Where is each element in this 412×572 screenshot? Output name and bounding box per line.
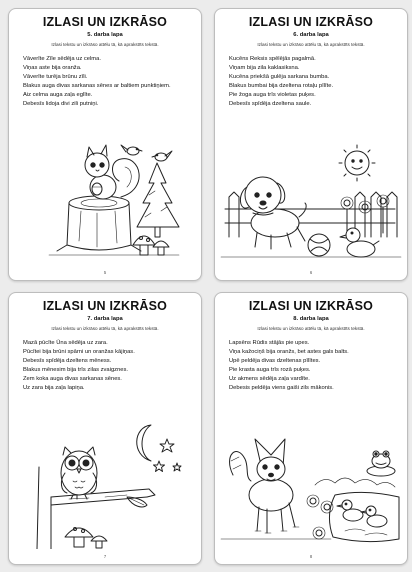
squirrel-icon — [85, 145, 139, 199]
puppy-illustration — [215, 137, 407, 265]
story-lines — [23, 339, 201, 392]
story-line: Viņam bija zila kaklasiksna. — [229, 64, 300, 71]
story-line: Debesīs spīdēja dzeltens mēness. — [23, 357, 112, 364]
worksheet-title: IZLASI UN IZKRĀSO — [248, 299, 374, 313]
page-number: 5 — [103, 270, 107, 275]
squirrel-illustration — [9, 137, 201, 265]
ball-icon — [308, 234, 330, 256]
worksheet-title: IZLASI UN IZKRĀSO — [42, 15, 168, 29]
flower-icon — [321, 501, 333, 513]
worksheet-number: 8. darba lapa — [293, 316, 329, 322]
story-line: Upē peldēja divas dzeltenas pīlītes. — [229, 357, 321, 364]
story-line: Pie krasta auga trīs rozā puķes. — [229, 366, 311, 373]
mushroom-icon — [65, 528, 93, 548]
tree-stump-icon — [57, 196, 141, 251]
worksheet-instruction: Izlasi tekstu un izkrāso attēlu tā, kā aprakstīts tekstā. — [257, 42, 365, 47]
worksheet-number: 5. darba lapa — [87, 32, 123, 38]
story-line: Pie žoga auga trīs violetas puķes. — [229, 91, 316, 98]
star-icon — [173, 463, 181, 471]
river-icon — [329, 492, 399, 541]
story-line: Blakus auga divas sarkanas sēnes ar baltiem punktiņiem. — [23, 82, 171, 89]
page-number: 7 — [103, 554, 107, 559]
owl-illustration — [9, 417, 201, 549]
bird-icon — [121, 145, 142, 155]
worksheet-card-6 — [214, 8, 408, 281]
puppy-icon — [240, 177, 306, 249]
story-line: Aiz celma auga zaļa eglīte. — [23, 91, 93, 98]
duck-icon — [361, 506, 387, 527]
worksheet-card-7 — [8, 292, 202, 565]
duck-icon — [337, 500, 363, 521]
story-line: Blakus mēnesim bija trīs zilas zvaigznes. — [23, 366, 129, 373]
duck-icon — [340, 228, 379, 257]
story-line: Vāverīte turēja brūnu zīli. — [23, 73, 88, 80]
mushroom-icon — [153, 241, 169, 255]
star-icon — [160, 439, 174, 452]
worksheet-number: 6. darba lapa — [293, 32, 329, 38]
frog-icon — [367, 451, 395, 476]
mushroom-icon — [133, 236, 155, 255]
worksheet-number: 7. darba lapa — [87, 316, 123, 322]
story-line: Debesīs spīdēja dzeltena saule. — [229, 100, 312, 107]
worksheet-title: IZLASI UN IZKRĀSO — [248, 15, 374, 29]
moon-icon — [137, 425, 151, 461]
story-lines — [229, 339, 407, 392]
flower-icon — [313, 527, 325, 539]
worksheet-card-8 — [214, 292, 408, 565]
flower-icon — [307, 495, 319, 507]
story-line: Vāverīte Zīle sēdēja uz celma. — [23, 56, 101, 62]
fox-illustration — [215, 415, 407, 549]
story-line: Kucēna priekšā gulēja sarkana bumba. — [229, 73, 330, 80]
story-line: Debesis peldēja viens gaiši zils mākonis. — [229, 384, 334, 391]
fox-icon — [230, 439, 299, 533]
story-line: Lapsēns Rūdis stājās pie upes. — [229, 340, 310, 346]
worksheet-instruction: Izlasi tekstu un izkrāso attēlu tā, kā aprakstīts tekstā. — [51, 42, 159, 47]
owl-icon — [61, 447, 97, 499]
page-number: 6 — [309, 270, 313, 275]
star-icon — [154, 461, 165, 472]
story-line: Uz zara bija zaļa lapiņa. — [23, 384, 85, 391]
flower-icon — [341, 197, 353, 233]
worksheet-card-5 — [8, 8, 202, 281]
story-line: Viņas aste bija oranža. — [23, 64, 82, 71]
sun-icon — [339, 145, 375, 181]
story-line: Uz akmens sēdēja zaļa vardīte. — [229, 375, 310, 382]
pine-tree-icon — [137, 163, 179, 237]
leaf-icon — [127, 497, 147, 507]
mushroom-icon — [91, 536, 107, 548]
page-number: 8 — [309, 554, 313, 559]
story-line: Debesīs lidoja divi zili putniņi. — [23, 100, 99, 107]
story-lines — [23, 55, 201, 108]
worksheet-instruction: Izlasi tekstu un izkrāso attēlu tā, kā aprakstīts tekstā. — [257, 326, 365, 331]
worksheet-title: IZLASI UN IZKRĀSO — [42, 299, 168, 313]
story-line: Blakus bumbai bija dzeltena rotaļu pīlīte. — [229, 82, 334, 89]
story-line: Zem koka auga divas sarkanas sēnes. — [23, 375, 122, 382]
story-line: Pūcītei bija brūni spārni un oranžas kājiņas. — [23, 348, 135, 355]
story-line: Viņa kažociņš bija oranžs, bet astes gals balts. — [229, 348, 349, 355]
bird-icon — [152, 151, 172, 161]
story-line: Kucēns Reksis spēlējās pagalmā. — [229, 56, 316, 62]
story-lines — [229, 55, 407, 108]
story-line: Mazā pūcīte Ūna sēdēja uz zara. — [23, 340, 108, 346]
worksheet-instruction: Izlasi tekstu un izkrāso attēlu tā, kā aprakstīts tekstā. — [51, 326, 159, 331]
